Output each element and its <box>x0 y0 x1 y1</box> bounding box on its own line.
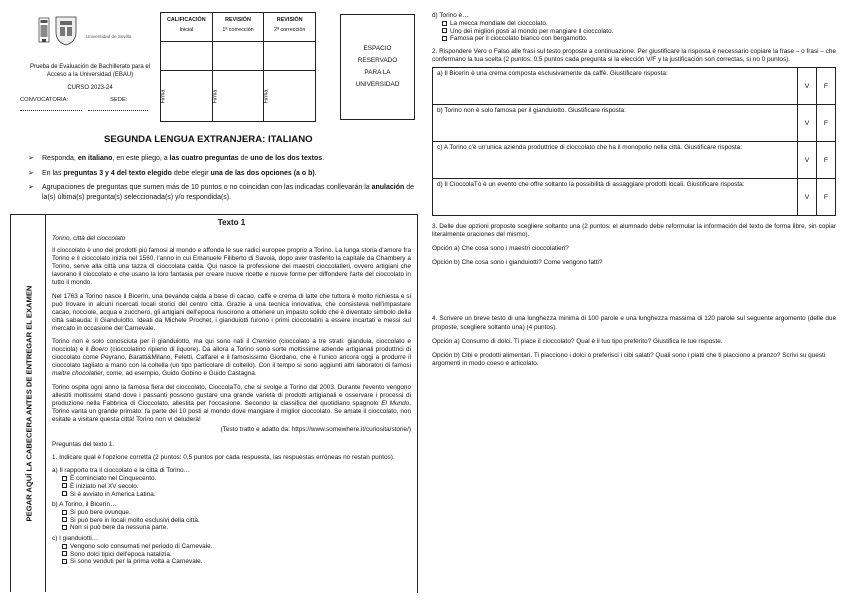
grade-cell[interactable] <box>161 42 212 71</box>
right-column <box>432 12 836 428</box>
true-box[interactable]: V <box>797 179 816 215</box>
firma-label: Firma <box>160 89 167 104</box>
signature-cell[interactable] <box>213 71 264 121</box>
grade-cell[interactable] <box>213 42 264 71</box>
questions-label: Preguntas del texto 1. <box>52 441 115 449</box>
q1b-stem: b) A Torino, il Bicerìn… <box>52 501 117 509</box>
true-box[interactable]: V <box>797 142 816 178</box>
checkbox-icon[interactable] <box>62 544 67 549</box>
q4-option-b: Opción b) Cibi e prodotti alimentari. Ti piacciono i dolci o preferisci i cibi salati? Quali sono i piatti che ti piacciono a pranzo? Scrivi su questi argomenti in modo coeso e articolato. <box>432 351 826 367</box>
header-sticker-area[interactable] <box>10 214 46 592</box>
crest-icon <box>52 14 80 46</box>
q3-option-b: Opción b) Che cosa sono i gianduiotti? Come vengono fatti? <box>432 259 603 267</box>
grading-title: CALIFICACIÓN <box>167 17 206 23</box>
firma-label: Firma <box>263 89 270 104</box>
q4-prompt: 4. Scrivere un breve testo di una lunghezza minima di 100 parole e una lunghezza massima di 120 parole sul seguente argomento (delle due proposte, scegliere soltanto una) (4 puntos). <box>432 315 836 331</box>
checkbox-icon[interactable] <box>442 28 447 33</box>
text-heading: Texto 1 <box>217 218 246 227</box>
university-name: Universidad de Sevilla <box>86 34 132 39</box>
q1b-option-1[interactable]: Si può bere ovunque. <box>52 509 411 517</box>
q2-prompt: 2. Rispondere Vero o Falso alle frasi sul testo proposte a continuazione. Per giustificare la risposta è necessario copiare la frase – o frasi – che confermano la tua scelta (2 puntos: 0,5 puntos cada pregunta si la elección V/F y la justificación son correctas, si no 0 puntos). <box>432 47 836 63</box>
q1d-stem: d) Torino è… <box>432 12 469 19</box>
q2-table <box>432 67 836 216</box>
q1d-option-3[interactable]: Famosa per il cioccolato bianco con bergamotto. <box>432 35 836 43</box>
course-label: CURSO 2023-24 <box>67 85 113 91</box>
grading-sub: 2ª corrección <box>274 27 306 33</box>
instruction-2: ➢ En las preguntas 3 y 4 del texto elegido debe elegir una de las dos opciones (a o b). <box>28 169 317 177</box>
q2-row-d[interactable] <box>433 179 835 215</box>
q2-statement: c) A Torino c'è un'unica azienda produttrice di cioccolato che ha il monopolio nella città. Giustificare risposta: <box>437 144 742 152</box>
grading-col-second <box>264 13 315 121</box>
q2-statement: b) Torino non è solo famosa per il gianduiotto. Giustificare risposta: <box>437 107 626 115</box>
reserved-line: RESERVADO <box>357 57 398 64</box>
checkbox-icon[interactable] <box>62 491 67 496</box>
instruction-1: ➢ Responda, en italiano, en este pliego, a las cuatro preguntas de uno de los dos textos. <box>28 155 325 162</box>
q3-option-a: Opción a) Che cosa sono i maestri cioccolatieri? <box>432 245 569 253</box>
q1a-option-1[interactable]: È cominciato nel Cinquecento. <box>52 475 411 483</box>
grading-table <box>160 12 316 122</box>
q4-option-a: Opción a) Consumo di dolci. Ti piace il cioccolato? Qual è il tuo tipo preferito? Giustifica le tue risposte. <box>432 337 723 345</box>
q3-prompt: 3. Delle due opzioni proposte scegliere soltanto una (2 puntos: el alumnado debe reformular la información del texto de forma libre, sin copiar literalmente oraciones del mismo). <box>432 223 836 239</box>
grade-cell[interactable] <box>264 42 315 71</box>
q1d-option-1[interactable]: La mecca mondiale del cioccolato. <box>432 20 836 28</box>
university-logo <box>38 16 50 46</box>
convocatoria-field[interactable] <box>20 110 82 111</box>
convocatoria-label: CONVOCATORIA: <box>20 97 69 103</box>
false-box[interactable]: F <box>816 68 835 104</box>
text-subtitle: Torino, città del cioccolato <box>52 235 126 242</box>
q2-row-a[interactable] <box>433 68 835 105</box>
firma-label: Firma <box>212 89 219 104</box>
grading-title: REVISIÓN <box>225 17 251 23</box>
q1a-option-3[interactable]: Si è avviato in America Latina. <box>52 491 411 499</box>
q1b-option-3[interactable]: Non si può bere da nessuna parte. <box>52 524 411 532</box>
text-1-section <box>46 214 418 593</box>
grading-title: REVISIÓN <box>276 17 303 23</box>
paragraph-3: Torino non è solo conosciuta per il gianduiotto, ma qui sono nati il Cremino (cioccolato a tre strati: gianduia, cioccolato e nocciola) e il Boero (cioccolatino ripieno di liquore). Da allora a Torino sono sorte moltissime aziende artigianali produttrici di cioccolato come Peyrano, Baratti&Milano, Feletti, Caffarel e il famosissimo Giordano, che è l'unico ancora oggi a produrre il cioccolato tagliato a mano con la coltella (un tipo particolare di coltello). Con il tempo si sono aggiunti altri laboratori di famosi maître chocolatier, come, ad esempio, Guido Gobino e Guido Castagna. <box>52 338 412 378</box>
grading-col-initial <box>161 13 213 121</box>
checkbox-icon[interactable] <box>62 510 67 515</box>
grading-col-first <box>213 13 265 121</box>
checkbox-icon[interactable] <box>62 476 67 481</box>
q1-prompt: 1. Indicare qual è l'opzione corretta (2 puntos: 0,5 puntos por cada respuesta, las respuestas erróneas no restan puntos). <box>52 454 395 462</box>
q1c-option-3[interactable]: Si sono venduti per la prima volta a Carnevale. <box>52 558 411 566</box>
reserved-line: ESPACIO <box>363 45 392 52</box>
instruction-3: ➢ Agrupaciones de preguntas que sumen más de 10 puntos o no coincidan con las indicadas conllevarán la anulación de la(s) última(s) pregunta(s) seleccionada(s) y/o respondida(s). <box>28 184 415 201</box>
signature-cell[interactable] <box>161 71 212 121</box>
q1b-option-2[interactable]: Si può bere in locali molto esclusivi della città. <box>52 517 411 525</box>
q4-answer-space[interactable] <box>432 368 836 428</box>
instructions <box>28 154 416 202</box>
q3-answer-space[interactable] <box>432 267 836 315</box>
paragraph-2: Nel 1763 a Torino nasce il Bicerìn, una bevanda calda a base di cacao, caffè e crema di latte che tuttora è molto richiesta e si può trovare in alcuni ricercati locali storici del centro città. Grazie a una tecnica innovativa, che consisteva nell'impastare cacao, nocciole, acqua e zucchero, gli artigiani dell'epoca riuscirono a ottenere un impasto solido che è diventato simbolo della città sabauda: il Gianduiotto. Ideati da Michele Prochet, i gianduiotti furono i primi cioccolatini a essere incartati e messi sul mercato in occasione del Carnevale. <box>52 292 411 332</box>
q2-statement: a) Il Bicerìn è una crema composta esclusivamente da caffè. Giustificare risposta: <box>437 70 668 78</box>
grading-sub: 1ª corrección <box>222 27 254 33</box>
sede-label: SEDE: <box>110 97 128 103</box>
signature-cell[interactable] <box>264 71 315 121</box>
grading-sub: Inicial <box>179 27 194 33</box>
q1a-option-2[interactable]: È iniziato nel XV secolo. <box>52 483 411 491</box>
true-box[interactable]: V <box>797 105 816 141</box>
checkbox-icon[interactable] <box>62 483 67 488</box>
false-box[interactable]: F <box>816 142 835 178</box>
reserved-line: UNIVERSIDAD <box>355 81 400 88</box>
paragraph-4: Torino ospita ogni anno la famosa fiera del cioccolato, CioccolaTò, che si svolge a Torino dal 2003. Durante l'evento vengono allestiti moltissimi stand dove i passanti possono gustare una grande varietà di prodotti artigianali e osservare i processi di produzione nella Fabbrica di Cioccolato, allestita per l'occasione. Secondo la classifica del quotidiano spagnolo El Mundo, Torino vanta un grande primato: fa parte dei 10 posti al mondo dove mangiare il miglior cioccolato. Se amate il cioccolato, non esitate a visitare questa città! Torino non vi deluderà! <box>52 383 412 423</box>
q1c-option-2[interactable]: Sono dolci tipici dell'epoca natalizia. <box>52 551 411 559</box>
paragraph-1: Il cioccolato è uno dei prodotti più famosi al mondo e affonda le sue radici europee proprio a Torino. La lunga storia d'amore fra Torino e il cioccolato inizia nel 1560, l'anno in cui Emanuele Filiberto di Savoia, dopo aver trasferito la capitale da Chambery a Torino, serve alla città una tazza di cioccolata calda. Qui nasce la professione dei maestri cioccolatieri, ovvero artigiani che lavorano il cioccolato e che usano la loro fantasia per creare nuove ricette e nuove forme per diffondere l'arte del cioccolato in tutto il mondo. <box>52 247 411 287</box>
sticker-instruction: PEGAR AQUÍ LA CABECERA ANTES DE ENTREGAR EL EXAMEN <box>24 285 34 522</box>
checkbox-icon[interactable] <box>62 517 67 522</box>
q1c-stem: c) I gianduiotti… <box>52 535 99 542</box>
q1c-option-1[interactable]: Vengono solo consumati nel periodo di Carnevale. <box>52 543 411 551</box>
q1a-stem: a) Il rapporto tra il cioccolato e la città di Torino… <box>52 467 191 475</box>
text-source: (Testo tratto e adatto da: https://www.somewhere.it/curiosita/storie/) <box>220 425 411 433</box>
exam-name: Prueba de Evaluación de Bachillerato para el Acceso a la Universidad (EBAU) <box>29 64 151 78</box>
q1d-option-2[interactable]: Uno dei migliori posti al mondo per mangiare il cioccolato. <box>432 28 836 36</box>
q2-row-c[interactable] <box>433 142 835 179</box>
checkbox-icon[interactable] <box>62 559 67 564</box>
checkbox-icon[interactable] <box>442 21 447 26</box>
false-box[interactable]: F <box>816 179 835 215</box>
reserved-line: PARA LA <box>364 69 391 76</box>
false-box[interactable]: F <box>816 105 835 141</box>
sede-field[interactable] <box>88 110 148 111</box>
reserved-space <box>340 14 415 120</box>
checkbox-icon[interactable] <box>62 551 67 556</box>
subject-title: SEGUNDA LENGUA EXTRANJERA: ITALIANO <box>104 134 313 145</box>
checkbox-icon[interactable] <box>442 36 447 41</box>
true-box[interactable]: V <box>797 68 816 104</box>
q2-row-b[interactable] <box>433 105 835 142</box>
checkbox-icon[interactable] <box>62 525 67 530</box>
q2-statement: d) Il CioccolaTò è un evento che offre soltanto la possibilità di assaggiare prodotti locali. Giustificare risposta: <box>437 181 745 189</box>
